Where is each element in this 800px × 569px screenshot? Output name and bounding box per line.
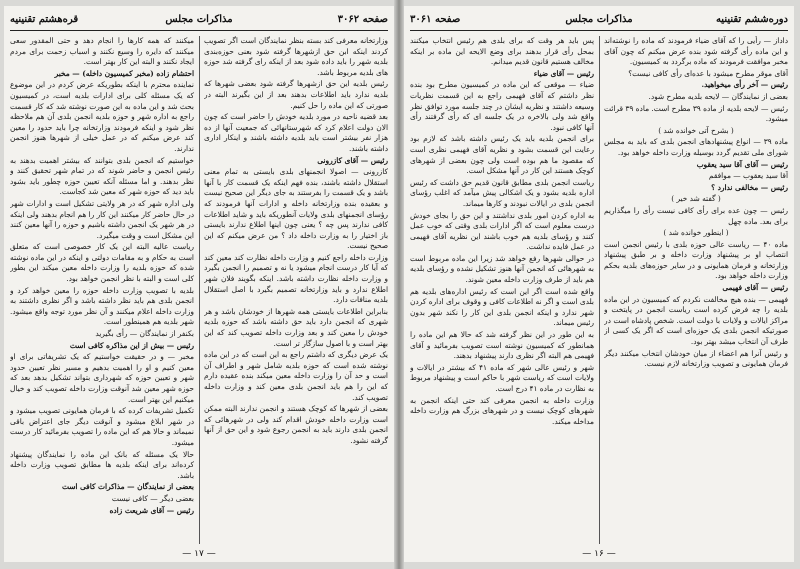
- paragraph: داداز — رأیی را که آقای ضیاء فرمودند که ماده را نوشته‌اند و این ماده رأی گرفته شود بنده عرض میکنم که چون آقای مخبر موافقت فرمودند که ماده برگردد به کمیسیون.: [604, 36, 788, 67]
- paragraph: فهیمی — بنده هیچ مخالفت نکردم که کمیسیون در این ماده بلدیه را چه فرض کرده است ریاست انجمن در پایتخت و مراکز ایالات و ولایات با دولت است. شخص پادشاه است در صورتیکه انجمن بلدی یک حوزه‌ای است که اگر یک کسی از طرف آن انتخاب میشد بهتر بود.: [604, 294, 788, 347]
- speaker-line: رئیس — آخر رأی میخواهید.: [701, 80, 788, 90]
- paragraph: واقع شده است اگر این است که رئیس اداره‌های بلدیه هم بلدی است و اگر نه اطلاعات کافی و وقوف برای اداره کردن شهر ندارد و اینکه انجمن بلدی این کار را نکند شهر بدون رئیس میماند.: [410, 286, 594, 328]
- paragraph: به این طور در این نظر گرفته شد که حالا هم این ماده را همانطور که کمیسیون نوشته است تصویب بفرمائید و آقای فهیمی هم البته اگر نظری دارند پیشنهاد بدهند.: [410, 330, 594, 361]
- right-page-label: صفحه ۳۰۶۱: [410, 14, 461, 25]
- paragraph: خواستیم که انجمن بلدی بتوانند که بیشتر اهمیت بدهند به رئیس انجمن و حاضر شوند که در تمام شهر تحقیق کنند و نظر بدهند. و اما مسئله آنکه تعیین حوزه چطور باید بشود باید دید که حوزه شهر که معین شد کجاست.: [10, 155, 194, 197]
- speaker-line: رئیس — مخالفی ندارد ؟: [711, 182, 788, 192]
- paragraph: وزارت داخله راجع کنیم و وزارت داخله نظارت کند معین کند که آیا کار درست انجام میشود یا نه و تصمیم را انجمن بگیرد و وزارت داخله نظارت داشته باشد. اینکه بگویند فلان شهر اطلاع ندارد و باید وزارتخانه تصمیم بگیرد با اصل استقلال بلدیه منافات دارد.: [204, 252, 388, 305]
- left-page-left-column: [10, 36, 194, 544]
- paragraph: ( اینطور خوانده شد ): [663, 228, 729, 238]
- paragraph: وزارت داخله به انجمن معرفی کند حتی اینکه انجمن به شهرهای کوچک نیست و در شهرهای بزرگ هم وزارت داخله مداخله میکند.: [410, 395, 594, 426]
- paragraph: بکنفر از نمایندگان — رأی بگیرید: [95, 329, 194, 339]
- left-page-right-column: [204, 36, 388, 544]
- left-page-label: صفحه ۳۰۶۲: [337, 14, 388, 25]
- paragraph: کازرونی — اصولا انجمنهای بلدی بایستی به تمام معنی استقلال داشته باشند، بنده فهم اینکه یک قسمت کار با آنها باشد و یک قسمت را بفرستند به جای دیگر این صحیح نیست و بعقیده بنده وزارتخانه داخله و ادارات آنها فرمودند که رؤسای انجمنهای بلدی ولایات آنطوریکه باید و شاید اطلاعات کافی ندارند پس چه ؟ یعنی چون اینها اطلاع ندارند بایستی باز اختیار را به وزارت داخله داد ؟ من عرض میکنم که این صحیح نیست.: [204, 167, 388, 251]
- speaker-line: رئیس — آقای کازرونی: [317, 155, 388, 165]
- paragraph: و رئیس آنرا هم اعضاء از میان خودشان انتخاب میکنند دیگر فرمان همایونی و تصویب وزارتخانه لازم نیست.: [604, 348, 788, 369]
- left-session-title: قره‌هشتم تقنینیه: [10, 14, 79, 25]
- right-page-title: مذاکرات مجلس: [565, 14, 633, 25]
- right-page-number: — ۱۶ —: [582, 549, 616, 559]
- left-page: [4, 6, 394, 562]
- paragraph: بلدیه با تصویب وزارت داخله حوزه را معین خواهد کرد و انجمن بلدی هم باید نظر داشته باشد و اگر نظری داشتند به وزارت داخله اعلام میکنند و آن نظر مورد توجه واقع میشود. شهر بلدیه هم همینطور است.: [10, 285, 194, 327]
- paragraph: برای انجمن بلدیه باید یک رئیس داشته باشد که لازم بود رعایت این قسمت بشود و نظریه آقای فهیمی نظری است که مقصود ما هم بوده است ولی چون بعضی از شهرهای کوچک هستند این کار در آنها مشکل است.: [410, 134, 594, 176]
- left-page-number: — ۱۷ —: [182, 549, 216, 559]
- paragraph: آقای موقر مطرح میشود با عده‌ای رأی کافی نیست؟: [628, 68, 788, 78]
- right-page-header: [410, 12, 788, 30]
- speaker-line: رئیس — آقای آقا سید یعقوب: [696, 159, 788, 169]
- left-page-header: [10, 12, 388, 30]
- book-gutter: [394, 0, 404, 569]
- speaker-line: رئیس — آقای ضیاء: [533, 68, 594, 78]
- paragraph: ماده ۴۰ — ریاست عالی حوزه بلدی با رئیس انجمن است انتصاب او بر پیشنهاد وزارت داخله و بر طبق پیشنهاد وزارتخانه و فرمان همایونی و در سایر حوزه‌های بلدیه بحکم وزارت داخله خواهد بود.: [604, 239, 788, 281]
- paragraph: یک عرض دیگری که داشتم راجع به این است که در این ماده نوشته شده است که حوزه بلدیه شامل شهر و اطراف آن است و حد آن را وزارت داخله معین میکند بنده عقیده دارم که این را هم باید انجمن بلدی معین کند و وزارت داخله تصویب کند.: [204, 350, 388, 402]
- paragraph: حالا یک مسئله که بانک این ماده را نمایندگان پیشنهاد کرده‌اند برای اینکه بلدیه ها مطابق تصویب وزارت داخله باشد.: [10, 449, 194, 480]
- paragraph: تکمیل تشریفات کرده که با فرمان همایونی تصویب میشود و در شهر ابلاغ میشود و آنوقت دیگر جای اعتراض باقی نمیماند و حالا هم که این ماده را تصویب بفرمائید کار درست میشود.: [10, 406, 194, 447]
- paragraph: ( بشرح آتی خوانده شد ): [658, 125, 734, 135]
- right-session-title: دوره‌ششم تقنینیه: [715, 14, 788, 25]
- paragraph: وزارتخانه معرفی کند بسته بنظر نمایندگان است اگر تصویب کردند اینکه ابن حق ازشهرها گرفته شود بعنی حوزه‌بندی بلدیه شهر را باید داده شود بعد از اینکه رای گرفته شد حوزه های بلدیه مربوط باشد.: [204, 36, 388, 77]
- speaker-line: رئیس — بیش از این مذاکره کافی است: [69, 340, 194, 350]
- paragraph: ماده ۳۹ — انواع پیشنهادهای انجمن بلدی که باید به مجلس شورای ملی تقدیم گردد بوسیله وزارت داخله خواهد بود.: [604, 137, 788, 157]
- paragraph: در حوالی شهرها رفع خواهد شد زیرا این ماده مربوط است به شهرهائی که انجمن آنها هنوز تشکیل نشده و رؤسای بلدیه هم باید از طرف وزارت داخله معین شوند.: [410, 253, 594, 285]
- paragraph: بعضی دیگر — کافی نیست: [111, 493, 194, 503]
- paragraph: ضیاء — موقعی که این ماده در کمیسیون مطرح بود بنده نظر داشتم که آقای فهیمی راجع به این قسمت نظریات وسیعه داشتند و نظریه ایشان در چند جلسه مورد توافق نظر واقع شد ولی بالاخره در یک جلسه ای که رأی گرفتند رأی آنها کافی نبود.: [410, 80, 594, 132]
- paragraph: بعد قضیه ناحیه در مورد بلدیه خودش را حاضر است که چون الان دولت اعلام کرد که شهرستانهائی که جمعیت آنها از ده هزار نفر بیشتر است باید بلدیه داشته باشند و اینکار اداری داشته باشند.: [204, 112, 388, 153]
- paragraph: رئیس بلدیه این حق ازشهرها گرفته شود بعضی شهرها که بلدیه ندارد باید اطلاعات بدهند بعد از این بگیرند البته در صورتی که این ماده را حل کنیم.: [204, 79, 388, 110]
- left-page-title: مذاکرات مجلس: [165, 14, 233, 25]
- right-page-left-column: [410, 36, 594, 544]
- paragraph: ولی اداره شهر که در هر ولایتی تشکیل است و ادارات شهر در حال حاضر کار میکنند این کار را هم انجام بدهند ولی اینکه در هر شهر یک انجمن داشته باشیم و حوزه را آنها معین کنند این مشکل است و وقت میگیرد.: [10, 198, 194, 240]
- speaker-line: رئیس — آقای شریعت زاده: [109, 505, 194, 515]
- right-page: [404, 6, 794, 562]
- paragraph: بعضی از نمایندگان — لایحه بلدیه مطرح شود.: [648, 91, 788, 101]
- speaker-line: احتشام زاده (مخبر کمیسیون داخله) — مخبر: [54, 68, 194, 78]
- paragraph: رئیس — چون عده برای رأی کافی نیست رأی را میگذاریم برای بعد. ماده چهل: [604, 205, 788, 226]
- paragraph: شهر و رئیس عالی شهر که ماده ۴۱ که بیشتر در ایالات و ولایات است که ریاست شهر با حاکم است و پیشنهاد مربوط به نظارت در ماده ۴۱ درج است.: [410, 362, 594, 393]
- speaker-line: بعضی از نمایندگان — مذاکرات کافی است: [61, 482, 194, 492]
- header-rule: [410, 30, 788, 31]
- paragraph: ریاست انجمن بلدی مطابق قانون قدیم حق داشت که رئیس اداره بلدیه بشود و یک اشکالی پیش میآمد که اغلب رؤسای انجمن بلدی در ایالات نبودند و کارها میماند.: [410, 177, 594, 208]
- speaker-line: رئیس — آقای فهیمی: [722, 283, 788, 293]
- paragraph: نماینده محترم با اینکه بطوریکه عرض کردم در این موضوع که یک مسئله کلی برای ادارات بلدیه است، در کمیسیون بحث شد و این ماده به این صورت نوشته شد که کار قسمت راجع به اداره شهر و حوزه بلدیه انجمن بلدی آن هم ملاحظه نظر شود و اینکه فرمودند وزارتخانه چرا باید حدود را معین کند عرض میکنم که در عمل خیلی از شهرها هنوز انجمن ندارند.: [10, 80, 194, 153]
- column-divider: [199, 36, 200, 544]
- paragraph: به اداره کردن امور بلدی نداشتند و این حق را بجای خودش درست معلوم است که اگر ادارات بلدی وقتی که خوب عمل کنند و رؤسای بلدیه هم خوب باشند این نظریه آقای فهیمی در عمل فایده نداشت.: [410, 210, 594, 252]
- paragraph: رئیس — لایحه بلدیه از ماده ۳۹ مطرح است. ماده ۳۹ قرائت میشود.: [604, 103, 788, 124]
- paragraph: مخبر — و در حقیقت خواستیم که یک تشریفاتی برای او معین کنیم و او را اهمیت بدهیم و مسیر نظر تعیین حدود شهر و تعیین حوزه که شهرداری بتواند تشکیل بدهد بعد که حوزه شهر معین شد آنوقت وزارت داخله تصویب کند و خیال میکنیم این بهتر است.: [10, 352, 194, 404]
- paragraph: آقا سید یعقوب — موافقم: [708, 171, 788, 181]
- paragraph: بنابراین اطلاعات بایستی همه شهرها از خودشان باشد و هر شهری که انجمن دارد باید حق داشته باشد که حوزه بلدیه خودش را معین کند و بعد وزارت داخله تصویب کند که این بهتر است و با اصول سازگار تر است.: [204, 306, 388, 348]
- paragraph: پس باید هر وقت که برای بلدی هم رئیس انتخاب میکنند بمحل رأی قرار بدهند برای وضع الایحه این ماده بر اینکه مخالف هستیم قانون قدیم میدانم.: [410, 36, 594, 67]
- paragraph: ( گفته شد خیر ): [671, 194, 721, 204]
- right-page-right-column: [604, 36, 788, 544]
- column-divider: [599, 36, 600, 544]
- paragraph: ریاست عالیه البته این یک کار خصوصی است که متعلق است به حکام و به مقامات دولتی و اینکه در این ماده نوشته شده که حوزه بلدیه را وزارت داخله معین میکند این بطور کلی است و البته با نظر انجمن خواهد بود.: [10, 242, 194, 284]
- header-rule: [10, 30, 388, 31]
- paragraph: میکنند که همه کارها را انجام دهد و حتی المقدور سعی میکنند که دایره را وسیع نکنند و اسباب زحمت برای مردم ایجاد نکنند و البته این کار بهتر است.: [10, 36, 194, 67]
- paragraph: بعضی از شهرها که کوچک هستند و انجمن ندارند البته ممکن است وزارت داخله خودش اقدام کند ولی در شهرهائی که انجمن بلدی دارند باید به انجمن رجوع شود و این حق از آنها گرفته نشود.: [204, 404, 388, 445]
